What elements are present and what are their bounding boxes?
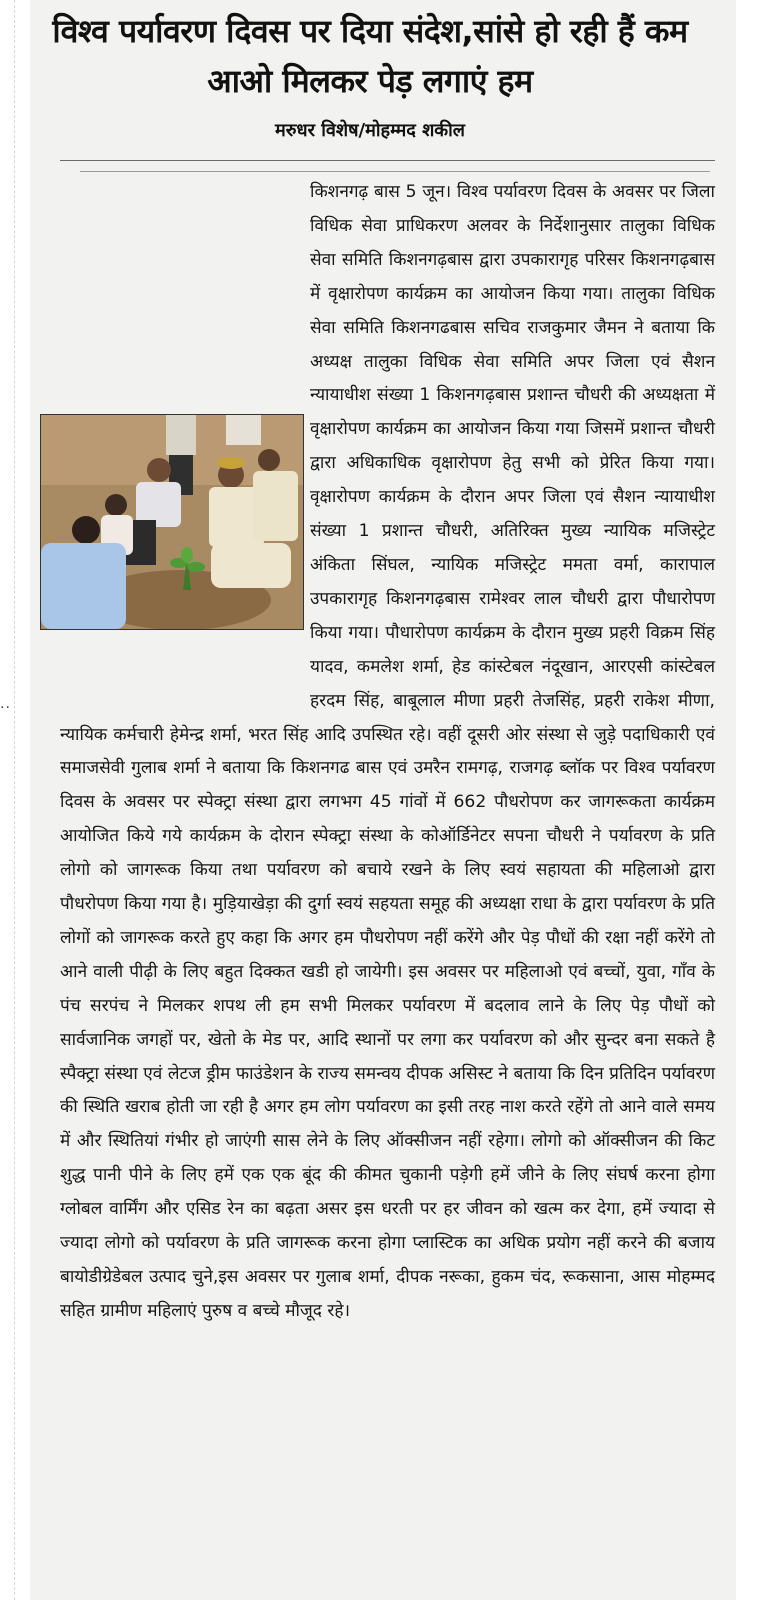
header-rule-secondary [80,171,710,172]
article-byline: मरुधर विशेष/मोहम्मद शकील [275,120,465,141]
header-rule [60,160,715,161]
article-body [60,176,715,1591]
margin-dots: ·· [0,700,11,716]
article-headline: विश्व पर्यावरण दिवस पर दिया संदेश,सांसे हो रही हैं कम आओ मिलकर पेड़ लगाएं हम [52,12,688,100]
article-text: किशनगढ़ बास 5 जून। विश्व पर्यावरण दिवस के अवसर पर जिला विधिक सेवा प्राधिकरण अलवर के निर्देशानुसार तालुका विधिक सेवा समिति किशनगढ़बास द्वारा उपकारागृह परिसर किशनगढ़बास में वृक्षारोपण कार्यक्रम का आयोजन किया गया। तालुका विधिक सेवा समिति किशनगढबास सचिव राजकुमार जैमन ने बताया कि अध्यक्ष तालुका विधिक सेवा समिति अपर जिला एवं सैशन न्यायाधीश संख्या 1 किशनगढ़बास प्रशान्त चौधरी की अध्यक्षता में वृक्षारोपण कार्यक्रम का आयोजन किया गया जिसमें प्रशान्त चौधरी द्वारा अधिकाधिक वृक्षारोपण हेतु सभी को प्रेरित किया गया। वृक्षारोपण कार्यक्रम के दौरान अपर जिला एवं सैशन न्यायाधीश संख्या 1 प्रशान्त चौधरी, अतिरिक्त मुख्य न्यायिक मजिस्ट्रेट अंकिता सिंघल, न्यायिक मजिस्ट्रेट ममता वर्मा, कारापाल उपकारागृह किशनगढ़बास रामेश्वर लाल चौधरी द्वारा पौधारोपण किया गया। पौधारोपण कार्यक्रम के दौरान मुख्य प्रहरी विक्रम सिंह यादव, कमलेश शर्मा, हेड कांस्टेबल नंदूखान, आरएसी कांस्टेबल हरदम सिंह, बाबूलाल मीणा प्रहरी तेजसिंह, प्रहरी राकेश मीणा, न्यायिक कर्मचारी हेमेन्द्र शर्मा, भरत सिंह आदि उपस्थित रहे। वहीं दूसरी ओर संस्था से जुड़े पदाधिकारी एवं समाजसेवी गुलाब शर्मा ने बताया कि किशनगढ बास एवं उमरैन रामगढ़, राजगढ़ ब्लॉक पर विश्व पर्यावरण दिवस के अवसर पर स्पेक्ट्रा संस्था द्वारा लगभग 45 गांवों में 662 पौधरोपण कर जागरूकता कार्यक्रम आयोजित किये गये कार्यक्रम के दोरान स्पेक्ट्रा संस्था के कोऑर्डिनेटर सपना चौधरी ने पर्यावरण के प्रति लोगो को जागरूक किया तथा पर्यावरण को बचाये रखने के लिए स्वयं सहायता की महिलाओ द्वारा पौधरोपण किया गया है। मुड़ियाखेड़ा की दुर्गा स्वयं सहयता समूह की अध्यक्षा राधा के द्वारा पर्यावरण के प्रति लोगों को जागरूक करते हुए कहा कि अगर हम पौधरोपण नहीं करेंगे और पेड़ पौधों की रक्षा नहीं करेंगे तो आने वाली पीढ़ी के लिए बहुत दिक्कत खडी हो जायेगी। इस अवसर पर महिलाओ एवं बच्चों, युवा, गाँव के पंच सरपंच ने मिलकर शपथ ली हम सभी मिलकर पर्यावरण में बदलाव लाने के लिए पेड़ पौधों को सार्वजानिक जगहों पर, खेतो के मेड पर, आदि स्थानों पर लगा कर पर्यावरण को और सुन्दर बना सकते है स्पैक्ट्रा संस्था एवं लेटज ड्रीम फाउंडेशन के राज्य समन्वय दीपक असिस्ट ने बताया कि दिन प्रतिदिन पर्यावरण की स्थिति खराब होती जा रही है अगर हम लोग पर्यावरण का इसी तरह नाश करते रहेंगे तो आने वाले समय में और स्थितियां गंभीर हो जाएंगी सास लेने के लिए ऑक्सीजन नहीं रहेगा। लोगो को ऑक्सीजन की किट शुद्ध पानी पीने के लिए हमें एक एक बूंद की कीमत चुकानी पड़ेगी हमें जीने के लिए संघर्ष करना होगा ग्लोबल वार्मिंग और एसिड रेन का बढ़ता असर इस धरती पर हर जीवन को खत्म कर देगा, हमें ज्यादा से ज्यादा लोगो को पर्यावरण के प्रति जागरूक करना होगा प्लास्टिक का अधिक प्रयोग नहीं करने की बजाय बायोडीग्रेडेबल उत्पाद चुने,इस अवसर पर गुलाब शर्मा, दीपक नरूका, हुकम चंद, रूकसाना, आस मोहम्मद सहित ग्रामीण महिलाएं पुरुष व बच्चे मौजूद रहे। [60,182,715,1321]
photo-wrap-spacer [60,412,310,712]
page-margin-guide [14,0,15,1600]
